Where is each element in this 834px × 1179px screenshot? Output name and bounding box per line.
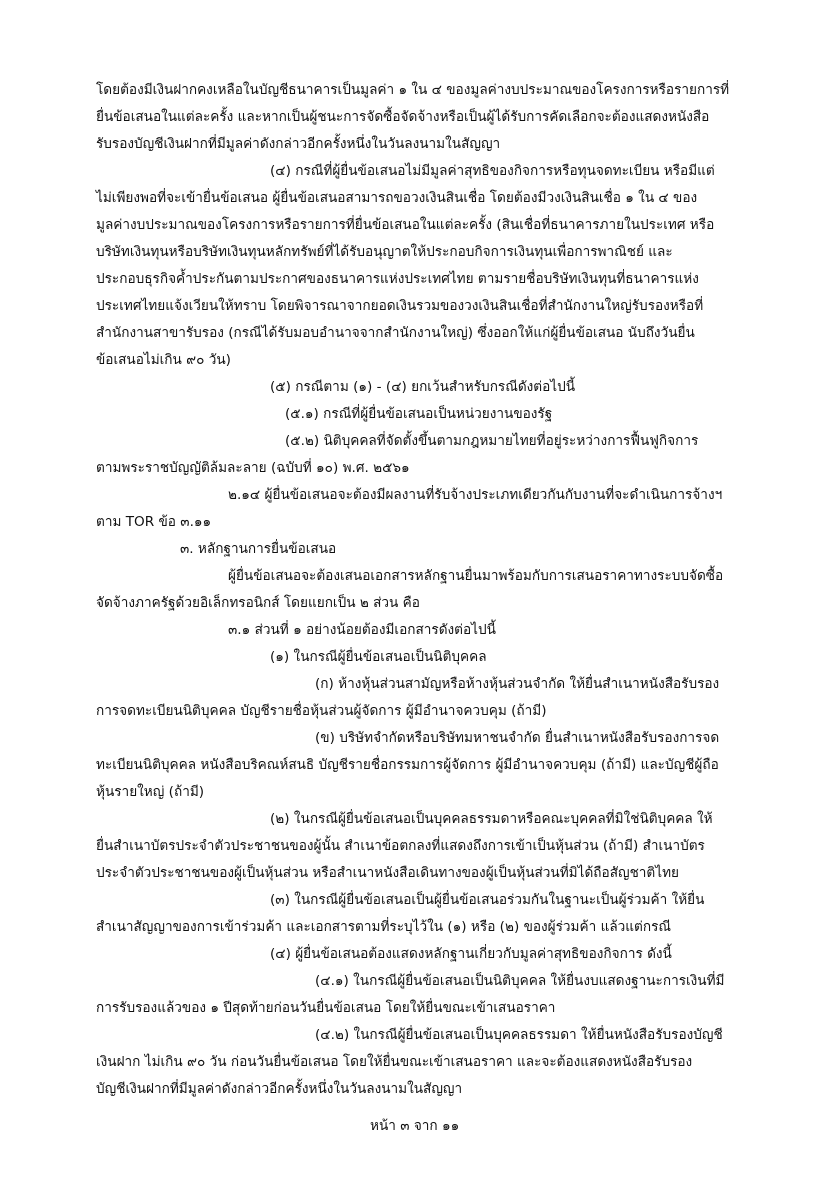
text-line: การรับรองแล้วของ ๑ ปีสุดท้ายก่อนวันยื่นข้อเสนอ โดยให้ยื่นขณะเข้าเสนอราคา xyxy=(96,1000,556,1016)
text-line: ประกอบธุรกิจค้ำประกันตามประกาศของธนาคารแห่งประเทศไทย ตามรายชื่อบริษัทเงินทุนที่ธนาคารแห่ง xyxy=(96,271,699,287)
text-line: โดยต้องมีเงินฝากคงเหลือในบัญชีธนาคารเป็นมูลค่า ๑ ใน ๔ ของมูลค่างบประมาณของโครงการหรือรายการที่ xyxy=(96,82,730,98)
text-line: บัญชีเงินฝากที่มีมูลค่าดังกล่าวอีกครั้งหนึ่งในวันลงนามในสัญญา xyxy=(96,1081,463,1097)
text-line: (๑) ในกรณีผู้ยื่นข้อเสนอเป็นนิติบุคคล xyxy=(270,649,487,665)
text-line: สำเนาสัญญาของการเข้าร่วมค้า และเอกสารตามที่ระบุไว้ใน (๑) หรือ (๒) ของผู้ร่วมค้า แล้วแต่กรณี xyxy=(96,919,672,935)
text-line: (ข) บริษัทจำกัดหรือบริษัทมหาชนจำกัด ยื่นสำเนาหนังสือรับรองการจด xyxy=(315,730,720,746)
text-line: ทะเบียนนิติบุคคล หนังสือบริคณห์สนธิ บัญชีรายชื่อกรรมการผู้จัดการ ผู้มีอำนาจควบคุม (ถ้ามี) และบัญชีผู้ถือ xyxy=(96,757,719,773)
text-line: ยื่นข้อเสนอในแต่ละครั้ง และหากเป็นผู้ชนะการจัดซื้อจัดจ้างหรือเป็นผู้ได้รับการคัดเลือกจะต้องแสดงหนังสือ xyxy=(96,109,710,125)
text-line: (ก) ห้างหุ้นส่วนสามัญหรือห้างหุ้นส่วนจำกัด ให้ยื่นสำเนาหนังสือรับรอง xyxy=(315,676,720,692)
text-line: (๔.๑) ในกรณีผู้ยื่นข้อเสนอเป็นนิติบุคคล ให้ยื่นงบแสดงฐานะการเงินที่มี xyxy=(315,973,725,989)
text-line: ยื่นสำเนาบัตรประจำตัวประชาชนของผู้นั้น สำเนาข้อตกลงที่แสดงถึงการเข้าเป็นหุ้นส่วน (ถ้ามี) สำเนาบัตร xyxy=(96,838,705,854)
text-line: ประจำตัวประชาชนของผู้เป็นหุ้นส่วน หรือสำเนาหนังสือเดินทางของผู้เป็นหุ้นส่วนที่มิได้ถือสัญชาติไทย xyxy=(96,865,680,881)
text-line: ตาม TOR ข้อ ๓.๑๑ xyxy=(96,514,212,530)
text-line: บริษัทเงินทุนหรือบริษัทเงินทุนหลักทรัพย์ที่ได้รับอนุญาตให้ประกอบกิจการเงินทุนเพื่อการพาณิชย์ และ xyxy=(96,244,673,260)
text-line: หุ้นรายใหญ่ (ถ้ามี) xyxy=(96,784,205,800)
text-line: (๔) กรณีที่ผู้ยื่นข้อเสนอไม่มีมูลค่าสุทธิของกิจการหรือทุนจดทะเบียน หรือมีแต่ xyxy=(270,163,715,179)
text-line: รับรองบัญชีเงินฝากที่มีมูลค่าดังกล่าวอีกครั้งหนึ่งในวันลงนามในสัญญา xyxy=(96,136,501,152)
section-heading: ๓. หลักฐานการยื่นข้อเสนอ xyxy=(180,541,337,557)
text-line: ตามพระราชบัญญัติล้มละลาย (ฉบับที่ ๑๐) พ.ศ. ๒๕๖๑ xyxy=(96,460,410,476)
text-line: ประเทศไทยแจ้งเวียนให้ทราบ โดยพิจารณาจากยอดเงินรวมของวงเงินสินเชื่อที่สำนักงานใหญ่รับรองหรือที่ xyxy=(96,298,704,314)
page-number-footer: หน้า ๓ จาก ๑๑ xyxy=(370,1118,460,1134)
text-line: จัดจ้างภาครัฐด้วยอิเล็กทรอนิกส์ โดยแยกเป็น ๒ ส่วน คือ xyxy=(96,595,420,611)
text-line: ๒.๑๔ ผู้ยื่นข้อเสนอจะต้องมีผลงานที่รับจ้างประเภทเดียวกันกับงานที่จะดำเนินการจ้างฯ xyxy=(228,487,723,503)
text-line: ไม่เพียงพอที่จะเข้ายื่นข้อเสนอ ผู้ยื่นข้อเสนอสามารถขอวงเงินสินเชื่อ โดยต้องมีวงเงินสินเชื่อ ๑ ใน ๔ ของ xyxy=(96,190,698,206)
text-line: การจดทะเบียนนิติบุคคล บัญชีรายชื่อหุ้นส่วนผู้จัดการ ผู้มีอำนาจควบคุม (ถ้ามี) xyxy=(96,703,547,719)
text-line: (๕) กรณีตาม (๑) - (๔) ยกเว้นสำหรับกรณีดังต่อไปนี้ xyxy=(270,379,576,395)
text-line: ข้อเสนอไม่เกิน ๙๐ วัน) xyxy=(96,352,231,368)
text-line: (๕.๒) นิติบุคคลที่จัดตั้งขึ้นตามกฎหมายไทยที่อยู่ระหว่างการฟื้นฟูกิจการ xyxy=(285,433,699,449)
text-line: สำนักงานสาขารับรอง (กรณีได้รับมอบอำนาจจากสำนักงานใหญ่) ซึ่งออกให้แก่ผู้ยื่นข้อเสนอ นับถึงวันยื่น xyxy=(96,325,695,341)
text-line: (๔) ผู้ยื่นข้อเสนอต้องแสดงหลักฐานเกี่ยวกับมูลค่าสุทธิของกิจการ ดังนี้ xyxy=(270,946,672,962)
text-line: (๕.๑) กรณีที่ผู้ยื่นข้อเสนอเป็นหน่วยงานของรัฐ xyxy=(285,406,553,422)
text-line: เงินฝาก ไม่เกิน ๙๐ วัน ก่อนวันยื่นข้อเสนอ โดยให้ยื่นขณะเข้าเสนอราคา และจะต้องแสดงหนังสือรับรอง xyxy=(96,1054,693,1070)
text-line: มูลค่างบประมาณของโครงการหรือรายการที่ยื่นข้อเสนอในแต่ละครั้ง (สินเชื่อที่ธนาคารภายในประเทศ หรือ xyxy=(96,217,715,233)
text-line: (๔.๒) ในกรณีผู้ยื่นข้อเสนอเป็นบุคคลธรรมดา ให้ยื่นหนังสือรับรองบัญชี xyxy=(315,1027,723,1043)
text-line: (๒) ในกรณีผู้ยื่นข้อเสนอเป็นบุคคลธรรมดาหรือคณะบุคคลที่มิใช่นิติบุคคล ให้ xyxy=(270,811,713,827)
text-line: ๓.๑ ส่วนที่ ๑ อย่างน้อยต้องมีเอกสารดังต่อไปนี้ xyxy=(228,622,496,638)
text-line: ผู้ยื่นข้อเสนอจะต้องเสนอเอกสารหลักฐานยื่นมาพร้อมกับการเสนอราคาทางระบบจัดซื้อ xyxy=(228,568,724,584)
text-line: (๓) ในกรณีผู้ยื่นข้อเสนอเป็นผู้ยื่นข้อเสนอร่วมกันในฐานะเป็นผู้ร่วมค้า ให้ยื่น xyxy=(270,892,705,908)
